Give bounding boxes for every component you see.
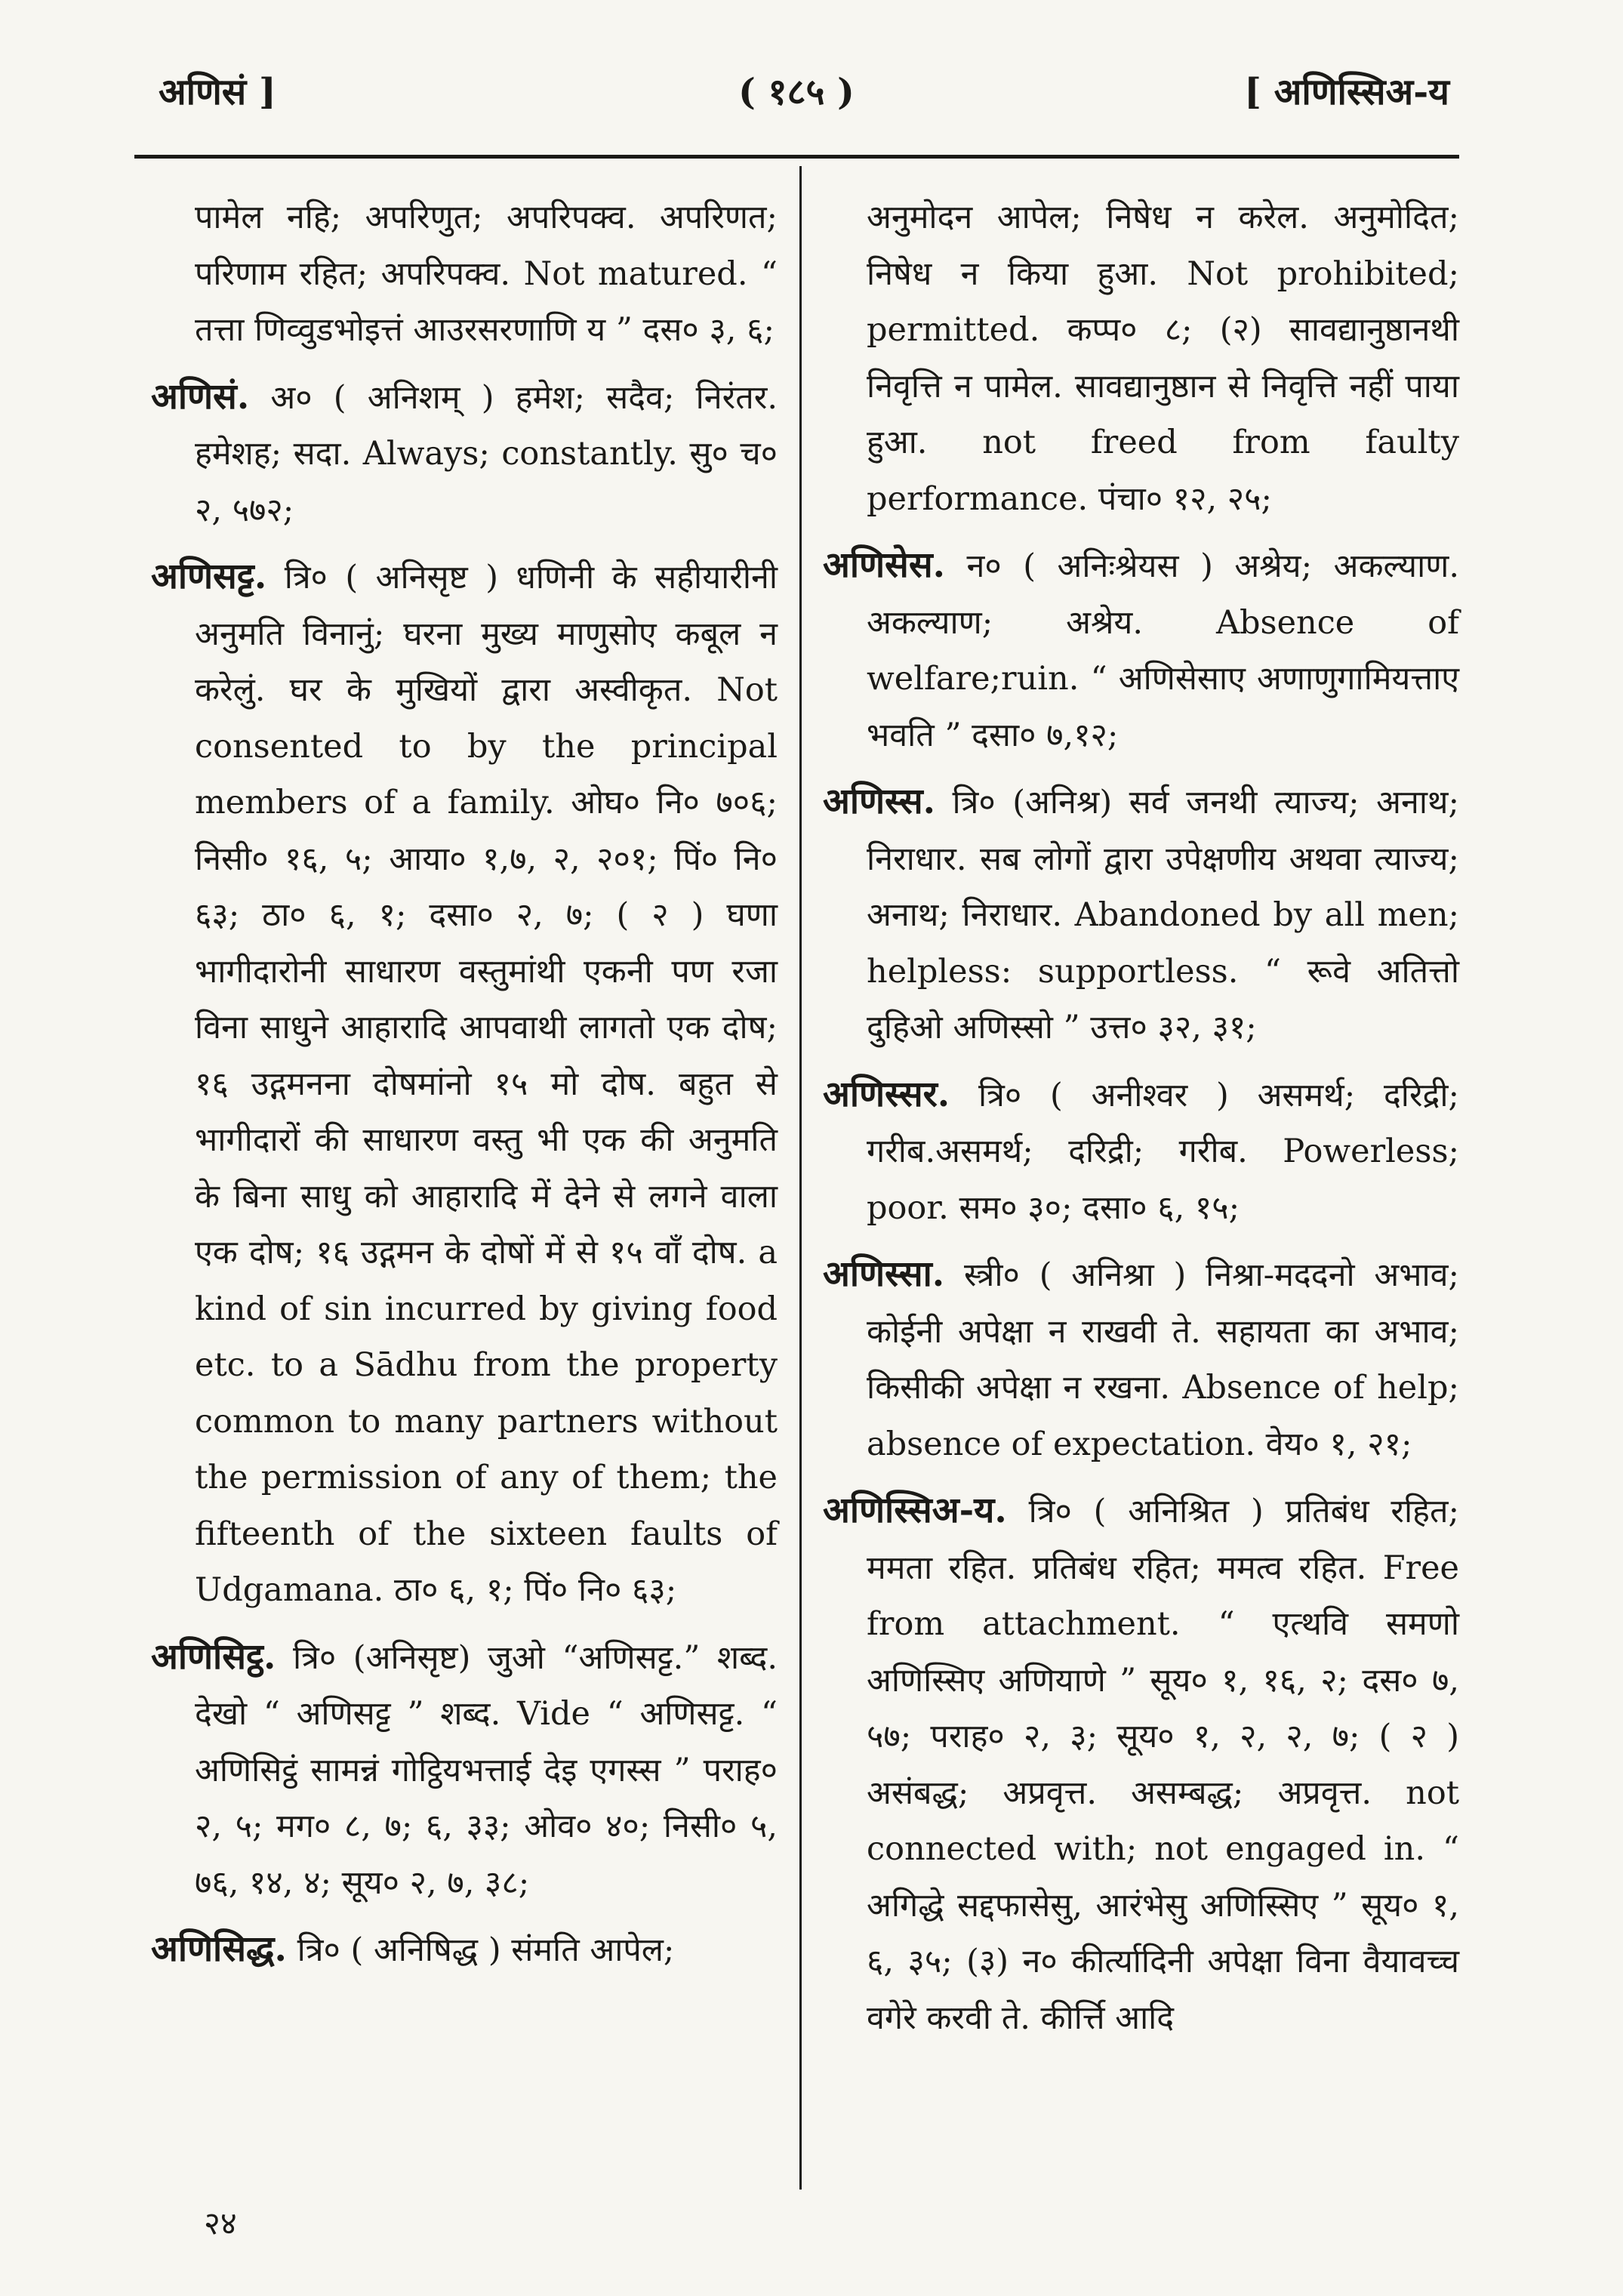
dictionary-entry (151, 189, 778, 359)
entry-headword: अणिस्सा. (823, 1253, 945, 1295)
entry-text: त्रि० ( अनिसृष्ट ) धणिनी के सहीयारीनी अनुमति विनानुं; घरना मुख्य माणुसोए कबूल न करेलुं. घर के मुखियों द्वारा अस्वीकृत. Not consented to by the principal members of a family. ओघ० नि० ७०६; निसी० १६, ५; आया० १,७, २, २०१; पिं० नि० ६३; ठा० ६, १; दसा० २, ७; ( २ ) घणा भागीदारोनी साधारण वस्तुमांथी एकनी पण रजा विना साधुने आहारादि आपवाथी लागतो एक दोष; १६ उद्गमनना दोषमांनो १५ मो दोष. बहुत से भागीदारों की साधारण वस्तु भी एक की अनुमति के बिना साधु को आहारादि में देने से लगने वाला एक दोष; १६ उद्गमन के दोषों में से १५ वाँ दोष. a kind of sin incurred by giving food etc. to a Sādhu from the property common to many partners without the permission of any of them; the fifteenth of the sixteen faults of Udgamana. ठा० ६, १; पिं० नि० ६३; (195, 559, 778, 1609)
dictionary-entry (823, 189, 1459, 527)
dictionary-entry (823, 1247, 1459, 1472)
dictionary-entry (823, 538, 1459, 763)
entry-text: अनुमोदन आपेल; निषेध न करेल. अनुमोदित; निषेध न किया हुआ. Not prohibited; permitted. कप्प० ८; (२) सावद्यानुष्ठानथी निवृत्ति न पामेल. सावद्यानुष्ठान से निवृत्ति नहीं पाया हुआ. not freed from faulty performance. पंचा० १२, २५; (867, 199, 1459, 518)
column-divider (799, 166, 802, 2190)
entry-headword: अणिसिद्ध. (151, 1928, 287, 1970)
page-number: ( १८५ ) (738, 71, 855, 113)
header-left-guideword: अणिसं ] (159, 71, 276, 113)
entry-headword: अणिसं. (151, 375, 250, 418)
dictionary-entry (823, 774, 1459, 1056)
entry-text: त्रि० (अनिश्र) सर्व जनथी त्याज्य; अनाथ; निराधार. सब लोगों द्वारा उपेक्षणीय अथवा त्याज्य; अनाथ; निराधार. Abandoned by all men; helpless: supportless. “ रूवे अतित्तो दुहिओ अणिस्सो ” उत्त० ३२, ३१; (867, 784, 1459, 1046)
dictionary-entry (823, 1067, 1459, 1237)
entry-text: त्रि० ( अनीश्वर ) असमर्थ; दरिद्री; गरीब.असमर्थ; दरिद्री; गरीब. Powerless; poor. सम० ३०; दसा० ६, १५; (867, 1076, 1459, 1227)
entry-headword: अणिस्सिअ-य. (823, 1490, 1007, 1531)
entry-headword: अणिसिट्ठ. (151, 1635, 276, 1678)
running-header (143, 66, 1449, 134)
entry-headword: अणिसट्ट. (151, 556, 267, 597)
entry-text: त्रि० ( अनिषिद्ध ) संमति आपेल; (297, 1931, 675, 1969)
header-rule (134, 155, 1459, 159)
entry-headword: अणिस्सर. (823, 1073, 950, 1115)
dictionary-entry (151, 549, 778, 1619)
left-column (151, 189, 778, 1989)
dictionary-entry (151, 1922, 778, 1979)
dictionary-entry (823, 1483, 1459, 2046)
dictionary-entry (151, 1629, 778, 1912)
entry-text: त्रि० ( अनिश्रित ) प्रतिबंध रहित; ममता रहित. प्रतिबंध रहित; ममत्व रहित. Free from attachment. “ एत्थवि समणो अणिस्सिए अणियाणे ” सूय० १, १६, २; दस० ७, ५७; पराह० २, ३; सूय० १, २, २, ७; ( २ ) असंबद्ध; अप्रवृत्त. असम्बद्ध; अप्रवृत्त. not connected with; not engaged in. “ अगिद्धे सद्दफासेसु, आरंभेसु अणिस्सिए ” सूय० १, ६, ३५; (३) न० कीर्त्यादिनी अपेक्षा विना वैयावच्च वगेरे करवी ते. कीर्त्ति आदि (867, 1493, 1459, 2037)
entry-headword: अणिसेस. (823, 544, 945, 586)
signature-mark: २४ (204, 2205, 237, 2242)
header-right-guideword: [ अणिस्सिअ-य (1244, 71, 1449, 113)
entry-text: पामेल नहि; अपरिणुत; अपरिपक्व. अपरिणत; परिणाम रहित; अपरिपक्व. Not matured. “ तत्ता णिव्वुडभोइत्तं आउरसरणाणि य ” दस० ३, ६; (195, 199, 778, 349)
entry-text: त्रि० (अनिसृष्ट) जुओ “अणिसट्ट.” शब्द. देखो “ अणिसट्ट ” शब्द. Vide “ अणिसट्ट. “ अणिसिट्ठं सामन्नं गोट्ठियभत्ताई देइ एगस्स ” पराह० २, ५; मग० ८, ७; ६, ३३; ओव० ४०; निसी० ५, ७६, १४, ४; सूय० २, ७, ३८; (195, 1638, 778, 1902)
entry-text: अ० ( अनिशम् ) हमेश; सदैव; निरंतर. हमेशह; सदा. Always; constantly. सु० च० २, ५७२; (195, 378, 778, 529)
entry-headword: अणिस्स. (823, 781, 935, 822)
entry-text: स्त्री० ( अनिश्रा ) निश्रा-मददनो अभाव; कोईनी अपेक्षा न राखवी ते. सहायता का अभाव; किसीकी अपेक्षा न रखना. Absence of help; absence of expectation. वेय० १, २१; (867, 1256, 1459, 1463)
entry-text: न० ( अनिःश्रेयस ) अश्रेय; अकल्याण. अकल्याण; अश्रेय. Absence of welfare;ruin. “ अणिसेसाए अणाणुगामियत्ताए भवति ” दसा० ७,१२; (867, 547, 1459, 754)
dictionary-entry (151, 369, 778, 539)
right-column (823, 189, 1459, 2057)
